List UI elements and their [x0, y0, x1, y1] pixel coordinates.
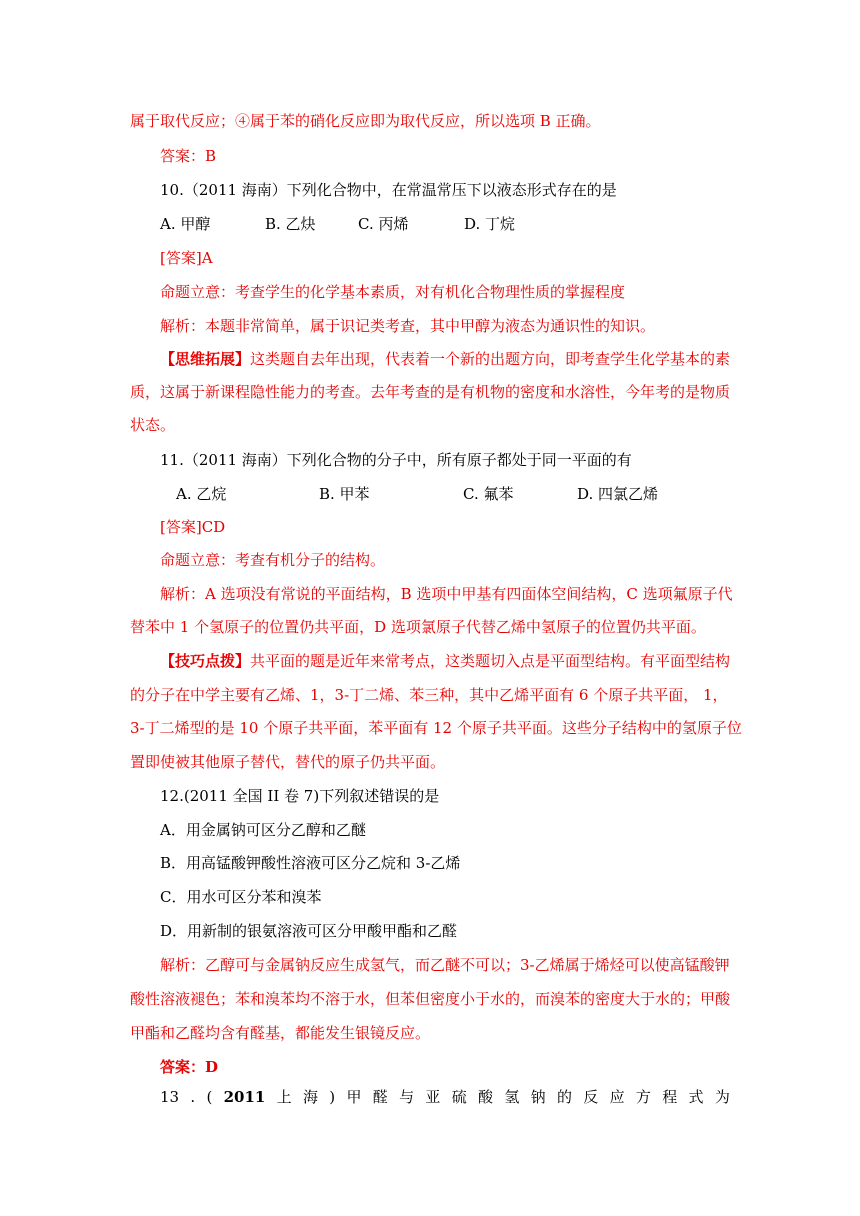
extension-line-2: 质，这属于新课程隐性能力的考查。去年考查的是有机物的密度和水溶性，今年考的是物质	[130, 383, 731, 401]
stem-part: 氢	[504, 1088, 520, 1106]
answer-line: 答案：B	[160, 147, 217, 165]
option-a: A. 甲醇	[160, 215, 211, 233]
extension-text: 这类题自去年出现，代表着一个新的出题方向，即考查学生化学基本的素	[250, 350, 731, 368]
stem-part: 2011	[223, 1088, 266, 1106]
stem-part: (	[206, 1088, 213, 1106]
option-b: B. 乙炔	[265, 215, 316, 233]
tip-tag: 【技巧点拨】	[160, 652, 251, 670]
stem-part: 反	[583, 1088, 599, 1106]
stem-part: 钠	[530, 1088, 546, 1106]
question-stem	[160, 1087, 730, 1107]
option-d: D. 丁烷	[464, 215, 516, 233]
stem-part: 醛	[372, 1088, 388, 1106]
tip-line-2: 的分子在中学主要有乙烯、1，3-丁二烯、苯三种，其中乙烯平面有 6 个原子共平面， 1，	[130, 686, 728, 704]
option-c: C. 丙烯	[358, 215, 409, 233]
analysis-line-1: 解析：乙醇可与金属钠反应生成氢气，而乙醚不可以；3-乙烯属于烯烃可以使高锰酸钾	[160, 956, 730, 974]
stem-part: 海	[302, 1088, 318, 1106]
stem-part: 与	[399, 1088, 415, 1106]
stem-part: 硫	[451, 1088, 467, 1106]
answer-line: [答案]CD	[160, 518, 226, 536]
tip-line-1	[160, 651, 730, 671]
analysis-line-2: 替苯中 1 个氢原子的位置仍共平面，D 选项氯原子代替乙烯中氢原子的位置仍共平面。	[130, 618, 706, 636]
option-b: B．用高锰酸钾酸性溶液可区分乙烷和 3-乙烯	[160, 854, 461, 872]
stem-part: 式	[688, 1088, 704, 1106]
extension-line-1	[160, 349, 730, 369]
analysis-line: 解析：本题非常简单，属于识记类考查，其中甲醇为液态为通识性的知识。	[160, 317, 656, 335]
stem-part: .	[190, 1088, 196, 1106]
stem-part: 程	[662, 1088, 678, 1106]
tip-line-3: 3-丁二烯型的是 10 个原子共平面，苯平面有 12 个原子共平面。这些分子结构中的氢原子位	[130, 719, 742, 737]
analysis-line-3: 甲酯和乙醛均含有醛基，都能发生银镜反应。	[130, 1024, 431, 1042]
option-c: C. 氟苯	[463, 485, 514, 503]
stem-part: 13	[160, 1088, 180, 1106]
intent-line: 命题立意：考查学生的化学基本素质，对有机化合物理性质的掌握程度	[160, 283, 626, 301]
answer-line: 答案：D	[160, 1058, 219, 1076]
stem-part: 上	[276, 1088, 292, 1106]
option-a: A．用金属钠可区分乙醇和乙醚	[160, 821, 366, 839]
stem-part: 的	[556, 1088, 572, 1106]
stem-part: 为	[714, 1088, 730, 1106]
question-stem: 10.（2011 海南）下列化合物中，在常温常压下以液态形式存在的是	[160, 181, 617, 199]
tip-text: 共平面的题是近年来常考点，这类题切入点是平面型结构。有平面型结构	[250, 652, 731, 670]
stem-part: 亚	[425, 1088, 441, 1106]
question-stem: 11.（2011 海南）下列化合物的分子中，所有原子都处于同一平面的有	[160, 451, 632, 469]
stem-part: 方	[635, 1088, 651, 1106]
explanation-line: 属于取代反应；④属于苯的硝化反应即为取代反应，所以选项 B 正确。	[130, 112, 601, 130]
tip-line-4: 置即使被其他原子替代，替代的原子仍共平面。	[130, 753, 446, 771]
option-d: D. 四氯乙烯	[577, 485, 659, 503]
stem-part: 甲	[346, 1088, 362, 1106]
extension-line-3: 状态。	[130, 416, 176, 434]
option-b: B. 甲苯	[319, 485, 370, 503]
stem-part: 应	[609, 1088, 625, 1106]
question-stem: 12.(2011 全国 II 卷 7)下列叙述错误的是	[160, 787, 440, 805]
option-c: C．用水可区分苯和溴苯	[160, 888, 322, 906]
option-d: D．用新制的银氨溶液可区分甲酸甲酯和乙醛	[160, 922, 458, 940]
stem-part: )	[329, 1088, 336, 1106]
option-a: A. 乙烷	[176, 485, 227, 503]
intent-line: 命题立意：考查有机分子的结构。	[160, 551, 386, 569]
analysis-line-1: 解析：A 选项没有常说的平面结构，B 选项中甲基有四面体空间结构，C 选项氟原子代	[160, 585, 733, 603]
extension-tag: 【思维拓展】	[160, 350, 251, 368]
analysis-line-2: 酸性溶液褪色；苯和溴苯均不溶于水，但苯但密度小于水的，而溴苯的密度大于水的；甲酸	[130, 990, 731, 1008]
answer-line: [答案]A	[160, 249, 213, 267]
stem-part: 酸	[478, 1088, 494, 1106]
